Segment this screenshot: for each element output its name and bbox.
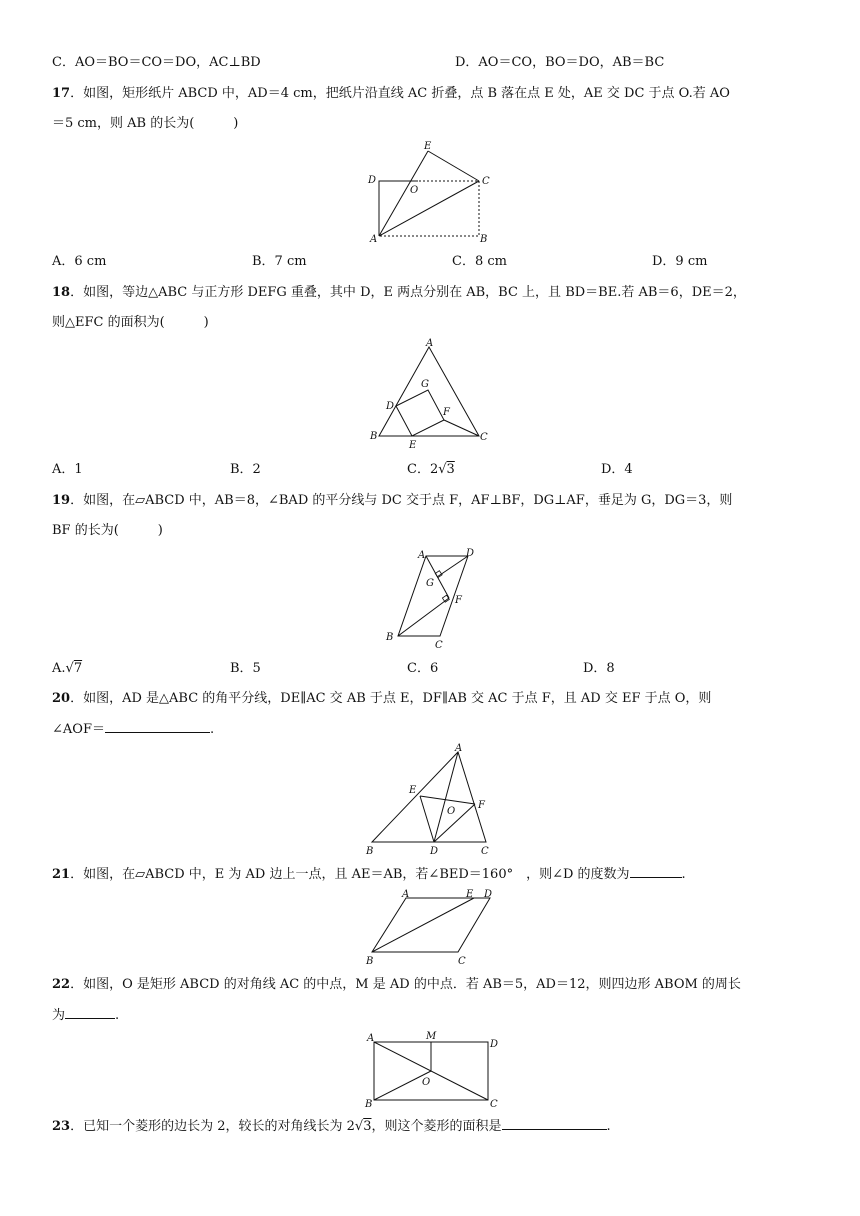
- q22-stem-line2: 为 .: [52, 1008, 120, 1023]
- q19-stem-line1: [52, 492, 820, 510]
- q20-label-c: C: [481, 846, 489, 857]
- q18-label-c: C: [480, 432, 488, 443]
- q19-text: ．如图，在▱ABCD 中，AB＝8，∠BAD 的平分线与 DC 交于点 F，AF⊥BF，DG⊥AF，垂足为 G，DG＝3，则: [70, 493, 733, 508]
- q20-bisector-ad: [434, 752, 458, 842]
- q21-label-a: A: [402, 889, 410, 900]
- q17-figure: [360, 140, 500, 250]
- q22-label-b: B: [365, 1099, 373, 1110]
- q19-label-a: A: [418, 550, 426, 561]
- q17-stem-line1: [52, 85, 820, 103]
- q18-option-b: B．2: [230, 462, 261, 477]
- q18-label-d: D: [386, 401, 395, 412]
- q23-number: 23: [52, 1119, 71, 1134]
- q17-label-e: E: [424, 141, 432, 152]
- q20-figure: [362, 742, 502, 864]
- q19-option-d: D．8: [583, 661, 615, 676]
- q22-label-a: A: [367, 1033, 375, 1044]
- q16-option-c: C．AO＝BO＝CO＝DO，AC⊥BD: [52, 55, 261, 70]
- q20-line-de: [420, 796, 434, 842]
- q17-label-d: D: [368, 175, 377, 186]
- q17-option-b: B．7 cm: [252, 254, 307, 269]
- q18-option-d: D．4: [601, 462, 633, 477]
- q19-label-f: F: [455, 595, 462, 606]
- q22-label-d: D: [490, 1039, 499, 1050]
- q20-label-f: F: [478, 800, 485, 811]
- q18-stem-line1: [52, 284, 820, 302]
- q18-label-g: G: [421, 379, 429, 390]
- q18-text: ．如图，等边△ABC 与正方形 DEFG 重叠，其中 D，E 两点分别在 AB，BC 上，且 BD＝BE.若 AB＝6，DE＝2，: [70, 285, 746, 300]
- q21-label-d: D: [484, 889, 493, 900]
- q17-label-c: C: [482, 176, 490, 187]
- q21-number: 21: [52, 867, 71, 882]
- q19-number: 19: [52, 493, 71, 508]
- q19-label-g: G: [426, 578, 434, 589]
- q18-number: 18: [52, 285, 71, 300]
- q20-answer-blank[interactable]: [105, 720, 210, 733]
- q20-label-d: D: [430, 846, 439, 857]
- q19-label-d: D: [466, 548, 475, 559]
- q17-diagonal-ac: [379, 181, 479, 236]
- q20-text: ．如图，AD 是△ABC 的角平分线，DE∥AC 交 AB 于点 E，DF∥AB 交 AC 于点 F，且 AD 交 EF 于点 O，则: [70, 691, 712, 706]
- q18-label-a: A: [426, 338, 434, 349]
- q22-number: 22: [52, 977, 71, 992]
- q21-label-b: B: [366, 956, 374, 967]
- q18-figure: [366, 338, 496, 458]
- q20-number: 20: [52, 691, 71, 706]
- q18-label-b: B: [370, 431, 378, 442]
- q18-line-fc: [444, 420, 479, 436]
- q18-label-e: E: [409, 440, 417, 451]
- q17-number: 17: [52, 86, 71, 101]
- q23-stem: 23．已知一个菱形的边长为 2，较长的对角线长为 2√3，则这个菱形的面积是 .: [52, 1119, 611, 1134]
- q16-option-d: D．AO＝CO，BO＝DO，AB＝BC: [455, 55, 665, 70]
- q21-line-be: [372, 898, 474, 952]
- q22-text: ．如图，O 是矩形 ABCD 的对角线 AC 的中点，M 是 AD 的中点．若 AB＝5，AD＝12，则四边形 ABOM 的周长: [70, 977, 741, 992]
- q21-label-c: C: [458, 956, 466, 967]
- q17-stem-line2: ＝5 cm，则 AB 的长为( ): [52, 116, 239, 131]
- q22-stem-line1: [52, 976, 820, 994]
- q17-option-a: A．6 cm: [52, 254, 107, 269]
- q18-label-f: F: [443, 407, 450, 418]
- q17-label-o: O: [410, 185, 419, 196]
- q19-figure: [380, 546, 480, 656]
- q20-stem-line1: [52, 690, 820, 708]
- q21-stem-line1: 21．如图，在▱ABCD 中，E 为 AD 边上一点，且 AE＝AB，若∠BED＝160° ，则∠D 的度数为 .: [52, 867, 686, 882]
- q20-stem-line2: ∠AOF＝ .: [52, 722, 215, 737]
- q19-option-b: B．5: [230, 661, 261, 676]
- q22-label-m: M: [426, 1031, 437, 1042]
- q17-line-ec: [428, 151, 479, 181]
- q22-label-o: O: [422, 1077, 431, 1088]
- q17-text: ．如图，矩形纸片 ABCD 中，AD＝4 cm，把纸片沿直线 AC 折叠，点 B 落在点 E 处，AE 交 DC 于点 O.若 AO: [70, 86, 730, 101]
- q17-option-d: D．9 cm: [652, 254, 708, 269]
- q21-answer-blank[interactable]: [630, 865, 682, 878]
- q19-label-b: B: [386, 632, 394, 643]
- q17-line-ae: [379, 151, 428, 236]
- q20-line-ef: [420, 796, 475, 804]
- q21-figure: [362, 888, 502, 972]
- q20-label-a: A: [455, 743, 463, 754]
- q19-stem-line2: BF 的长为( ): [52, 523, 163, 538]
- q18-stem-line2: 则△EFC 的面积为( ): [52, 315, 209, 330]
- q20-label-o: O: [447, 806, 456, 817]
- q19-label-c: C: [435, 640, 443, 651]
- q19-option-a: A.√7: [52, 661, 83, 676]
- q19-line-bf: [398, 598, 449, 636]
- q23-answer-blank[interactable]: [502, 1117, 607, 1130]
- q19-option-c: C．6: [407, 661, 439, 676]
- q22-answer-blank[interactable]: [65, 1006, 115, 1019]
- q21-parallelogram: [372, 898, 490, 952]
- q20-label-e: E: [409, 785, 417, 796]
- q20-label-b: B: [366, 846, 374, 857]
- q18-option-a: A．1: [52, 462, 83, 477]
- q17-label-b: B: [480, 234, 488, 245]
- q17-label-a: A: [370, 234, 378, 245]
- q21-label-e: E: [466, 889, 474, 900]
- q22-figure: [362, 1030, 512, 1114]
- q22-label-c: C: [490, 1099, 498, 1110]
- q21-text: ．如图，在▱ABCD 中，E 为 AD 边上一点，且 AE＝AB，若∠BED＝160° ，则∠D 的度数为: [70, 867, 630, 882]
- q18-square-defg: [396, 390, 444, 436]
- q18-option-c: C．2√3: [407, 462, 455, 477]
- q17-option-c: C．8 cm: [452, 254, 507, 269]
